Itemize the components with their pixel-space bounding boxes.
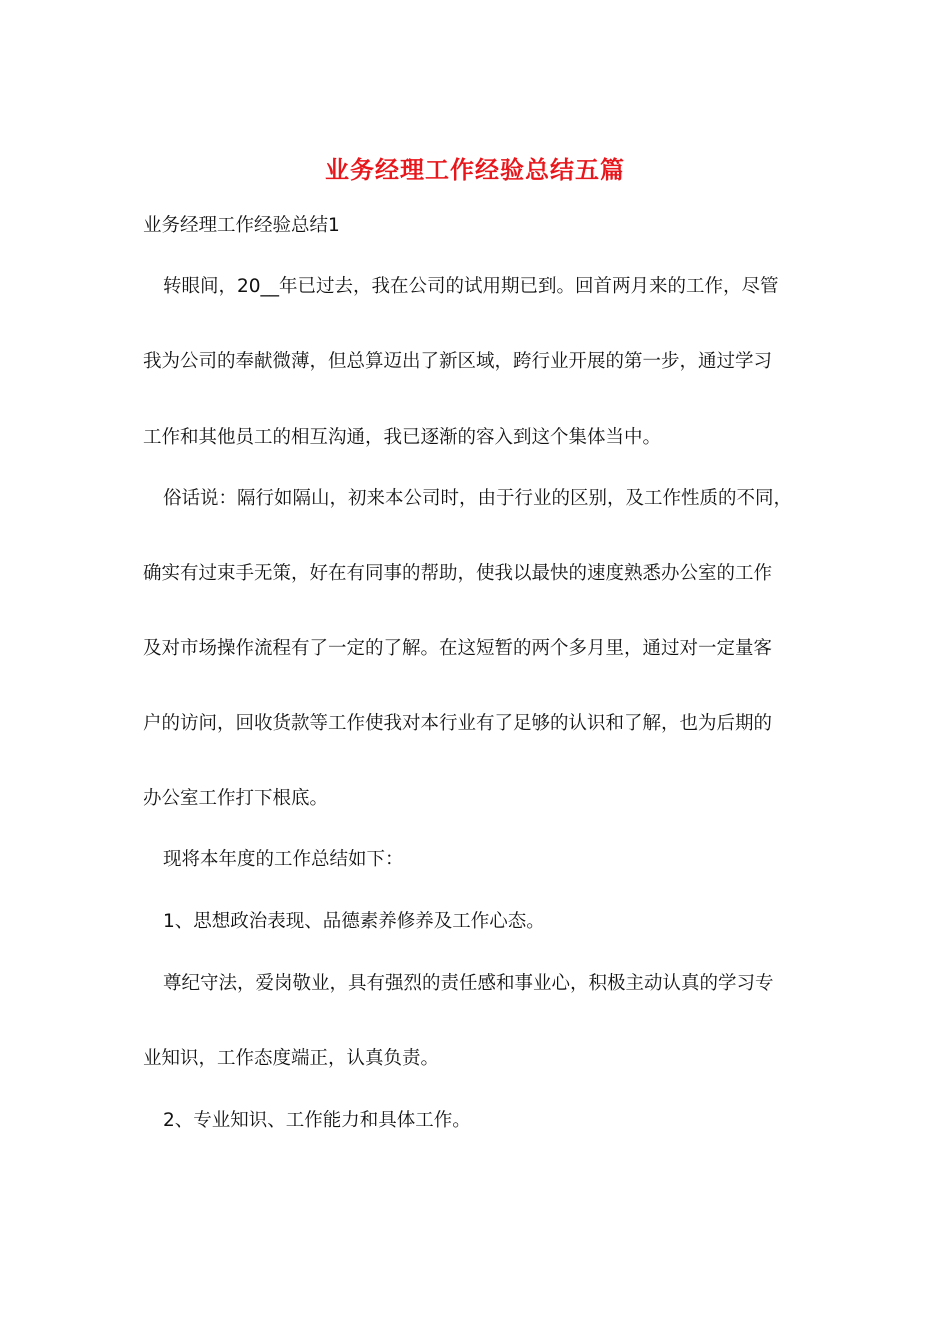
paragraph-line: 及对市场操作流程有了一定的了解。在这短暂的两个多月里，通过对一定量客 xyxy=(143,638,773,659)
paragraph-line: 尊纪守法，爱岗敬业，具有强烈的责任感和事业心，积极主动认真的学习专 xyxy=(163,973,774,994)
section-heading: 业务经理工作经验总结1 xyxy=(143,215,340,236)
paragraph-line: 确实有过束手无策，好在有同事的帮助，使我以最快的速度熟悉办公室的工作 xyxy=(143,563,773,584)
list-item-heading: 2、专业知识、工作能力和具体工作。 xyxy=(163,1110,471,1131)
paragraph-line: 业知识，工作态度端正，认真负责。 xyxy=(143,1048,440,1069)
list-item-heading: 1、思想政治表现、品德素养修养及工作心态。 xyxy=(163,911,545,932)
paragraph-line: 户的访问，回收货款等工作使我对本行业有了足够的认识和了解，也为后期的 xyxy=(143,713,773,734)
paragraph-line: 工作和其他员工的相互沟通，我已逐渐的容入到这个集体当中。 xyxy=(143,427,662,448)
paragraph-line: 俗话说：隔行如隔山，初来本公司时，由于行业的区别，及工作性质的不同， xyxy=(163,488,793,509)
paragraph-line: 现将本年度的工作总结如下： xyxy=(163,849,404,870)
paragraph-line: 转眼间，20__年已过去，我在公司的试用期已到。回首两月来的工作，尽管 xyxy=(163,276,779,297)
document-title: 业务经理工作经验总结五篇 xyxy=(325,156,625,184)
paragraph-line: 我为公司的奉献微薄，但总算迈出了新区域，跨行业开展的第一步，通过学习 xyxy=(143,351,773,372)
paragraph-line: 办公室工作打下根底。 xyxy=(143,788,329,809)
